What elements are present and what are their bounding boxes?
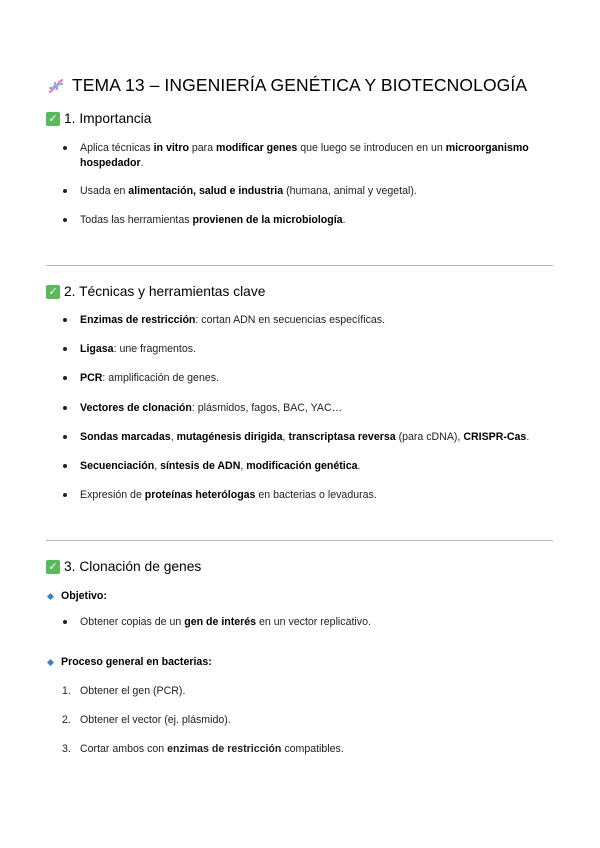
text-run: (para cDNA), [395,431,464,443]
bullet-icon [63,464,67,468]
bold-text: in vitro [153,142,189,154]
text-run: para [188,142,217,154]
text-run: . [342,214,346,226]
bullet-icon [63,218,67,222]
bullet-icon [63,406,67,410]
list-item [63,141,553,171]
bold-text: microorganismo hospedador [80,142,529,169]
bold-text: síntesis de ADN [160,460,241,472]
text-run: Obtener copias de un [80,616,185,628]
bold-text: proteínas heterólogas [144,489,256,501]
step-number: 2. [62,714,71,726]
section-divider [46,540,553,541]
text-run: compatibles. [281,743,344,755]
list-item-text [80,313,553,328]
list-item-text [80,615,553,630]
section-heading-text: 2. Técnicas y herramientas clave [64,284,266,299]
bold-text: mutagénesis dirigida [176,431,283,443]
subheading-objetivo [46,590,107,602]
bullet-icon [63,435,67,439]
list-item [63,430,553,445]
step-text [80,742,552,757]
step-number: 3. [62,743,71,755]
bullet-icon [63,620,67,624]
list-item [63,488,553,503]
list-item [63,342,553,357]
list-item [63,401,553,416]
bullet-icon [63,146,67,150]
list-item [63,459,553,474]
text-run: que luego se introducen en un [297,142,446,154]
list-item-text [80,459,553,474]
numbered-step [62,684,552,699]
page-title [46,75,527,96]
text-run: : amplificación de genes. [102,372,219,384]
small-blue-diamond-icon [47,592,54,599]
step-text [80,713,552,728]
text-run: : cortan ADN en secuencias específicas. [195,314,386,326]
text-run: . [357,460,361,472]
bold-text: gen de interés [184,616,257,628]
text-run: Aplica técnicas [80,142,154,154]
list-item [63,615,553,630]
text-run: . [526,431,530,443]
check-mark-icon: ✓ [46,285,60,299]
bullet-icon [63,318,67,322]
section-heading-clonacion [46,559,201,574]
section-heading-importancia [46,111,151,126]
text-run: Expresión de [80,489,145,501]
section-divider [46,265,553,266]
bold-text: transcriptasa reversa [288,431,396,443]
bold-text: Vectores de clonación [80,402,192,414]
subheading-text: Proceso general en bacterias: [61,656,212,668]
small-blue-diamond-icon [47,658,54,665]
dna-icon [46,76,66,96]
text-run: , [154,460,161,472]
bold-text: modificación genética [246,460,358,472]
bullet-icon [63,189,67,193]
list-item-text [80,371,553,386]
subheading-proceso [46,656,212,668]
section-heading-text: 3. Clonación de genes [64,559,202,574]
text-run: (humana, animal y vegetal). [283,185,417,197]
text-run: : plásmidos, fagos, BAC, YAC… [191,402,343,414]
bold-text: provienen de la microbiología [192,214,343,226]
check-mark-icon: ✓ [46,560,60,574]
section-heading-text: 1. Importancia [64,111,152,126]
section-heading-tecnicas [46,284,265,299]
bold-text: CRISPR-Cas [463,431,527,443]
subheading-text: Objetivo: [61,590,107,602]
list-item [63,371,553,386]
text-run: Obtener el vector (ej. plásmido). [80,714,231,726]
bold-text: Secuenciación [80,460,155,472]
bullet-icon [63,347,67,351]
list-item-text [80,488,553,503]
text-run: Obtener el gen (PCR). [80,685,186,697]
text-run: . [140,156,144,169]
list-item [63,313,553,328]
text-run: Cortar ambos con [80,743,168,755]
bold-text: PCR [80,372,103,384]
text-run: , [240,460,247,472]
bold-text: Sondas marcadas [80,431,171,443]
list-item-text [80,213,553,228]
bold-text: modificar genes [216,142,298,154]
bold-text: alimentación, salud e industria [128,185,284,197]
title-text: TEMA 13 – INGENIERÍA GENÉTICA Y BIOTECNOLOGÍA [72,75,528,95]
bold-text: Ligasa [80,343,114,355]
list-item-text [80,184,553,199]
step-text [80,684,552,699]
list-item [63,184,553,199]
list-item-text [80,430,553,445]
text-run: Todas las herramientas [80,214,193,226]
text-run: , [282,431,289,443]
bullet-icon [63,493,67,497]
bold-text: enzimas de restricción [167,743,282,755]
list-item-text [80,342,553,357]
list-item-text [80,141,553,170]
numbered-step [62,713,552,728]
numbered-step [62,742,552,757]
text-run: , [170,431,177,443]
list-item-text [80,401,553,416]
check-mark-icon: ✓ [46,112,60,126]
bullet-icon [63,376,67,380]
text-run: Usada en [80,185,129,197]
text-run: en bacterias o levaduras. [255,489,377,501]
step-number: 1. [62,685,71,697]
bold-text: Enzimas de restricción [80,314,196,326]
list-item [63,213,553,228]
text-run: : une fragmentos. [113,343,197,355]
text-run: en un vector replicativo. [256,616,371,628]
